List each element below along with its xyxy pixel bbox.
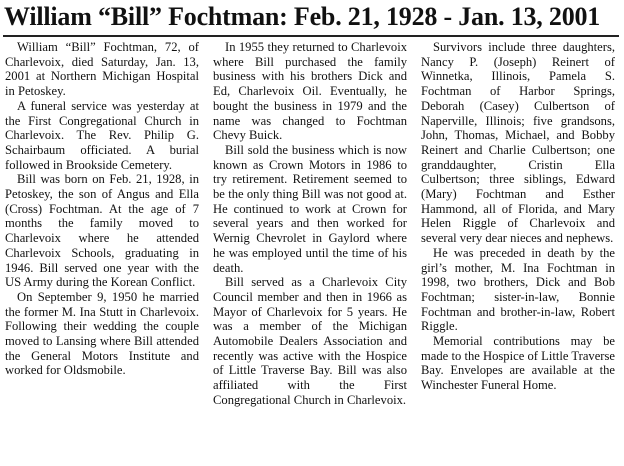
paragraph-family-business: In 1955 they returned to Charlevoix where Bill purchased the family business with his brothers Dick and Ed, Charlevoix Oil. Eventually, he bought the business in 1979 and the name was changed to Fochtman Chevy Buick. [213, 40, 407, 143]
paragraph-survivors: Survivors include three daughters, Nancy P. (Joseph) Reinert of Winnetka, Illinois, Pamela S. Fochtman of Harbor Springs, Deborah (Casey) Culbertson of Naperville, Illinois; five grandsons, John, Thomas, Michael, and Bobby Reinert and Charlie Culbertson; one granddaughter, Cristin Ella Culbertson; three siblings, Edward (Mary) Fochtman and Esther Hammond, all of Florida, and Mary Helen Riggle of Charlevoix and several very dear nieces and nephews. [421, 40, 615, 246]
obituary-headline: William “Bill” Fochtman: Feb. 21, 1928 - Jan. 13, 2001 [4, 2, 601, 31]
paragraph-retirement: Bill sold the business which is now known as Crown Motors in 1986 to try retirement. Retirement seemed to be the only thing Bill was not good at. He continued to work at Crown for several years and then worked for Wernig Chevrolet in Gaylord where he was employed until the time of his death. [213, 142, 407, 275]
paragraph-preceded-in-death: He was preceded in death by the girl’s mother, M. Ina Fochtman in 1998, two brothers, Dick and Bob Fochtman; sister-in-law, Bonnie Fochtman and brother-in-law, Robert Riggle. [421, 245, 615, 334]
paragraph-funeral-service: A funeral service was yesterday at the First Congregational Church in Charlevoix. The Rev. Philip G. Schairbaum officiated. A burial followed in Brookside Cemetery. [5, 98, 199, 172]
column-1 [5, 40, 199, 378]
paragraph-death-notice: William “Bill” Fochtman, 72, of Charlevoix, died Saturday, Jan. 13, 2001 at Northern Michigan Hospital in Petoskey. [5, 40, 199, 99]
column-2 [213, 40, 407, 408]
paragraph-memorial-contributions: Memorial contributions may be made to the Hospice of Little Traverse Bay. Envelopes are available at the Winchester Funeral Home. [421, 334, 615, 393]
column-3 [421, 40, 615, 393]
paragraph-early-life: Bill was born on Feb. 21, 1928, in Petoskey, the son of Angus and Ella (Cross) Fochtman. At the age of 7 months the family moved to Charlevoix where he attended Charlevoix Schools, graduating in 1946. Bill served one year with the US Army during the Korean Conflict. [5, 172, 199, 290]
paragraph-marriage: On September 9, 1950 he married the former M. Ina Stutt in Charlevoix. Following their wedding the couple moved to Lansing where Bill attended the General Motors Institute and worked for Oldsmobile. [5, 289, 199, 378]
paragraph-civic-service: Bill served as a Charlevoix City Council member and then in 1966 as Mayor of Charlevoix for 5 years. He was a member of the Michigan Automobile Dealers Association and recently was active with the Hospice of Little Traverse Bay. Bill was also affiliated with the First Congregational Church in Charlevoix. [213, 275, 407, 407]
headline-rule [3, 35, 619, 37]
